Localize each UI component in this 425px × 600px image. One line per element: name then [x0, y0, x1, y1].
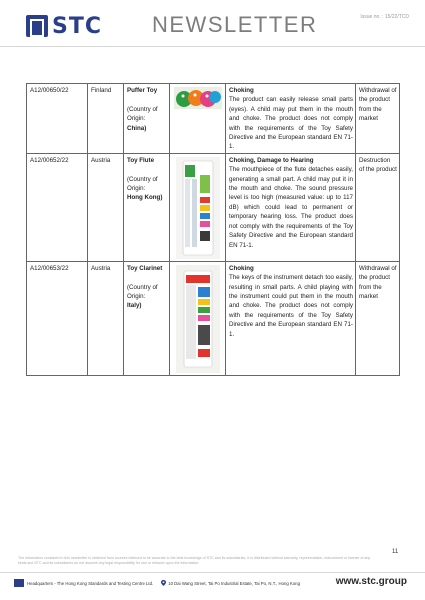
- product-name: Puffer Toy: [127, 87, 158, 94]
- location-pin-icon: [161, 580, 166, 586]
- stc-logo: [26, 14, 102, 38]
- headquarters-text: Headquarters - The Hong Kong Standards and Testing Centre Ltd.: [27, 580, 154, 586]
- toy-flute-image: [176, 157, 220, 259]
- description-cell: [226, 153, 356, 261]
- toy-clarinet-image: [176, 265, 220, 373]
- page-number: 11: [392, 549, 399, 555]
- product-name: Toy Clarinet: [127, 264, 163, 272]
- description-cell: [226, 84, 356, 154]
- stc-logo-mark-icon: [26, 15, 48, 37]
- origin-label: (Country of Origin:: [127, 283, 158, 301]
- risk-title: Choking: [229, 87, 254, 94]
- footer-divider: [0, 572, 425, 573]
- disclaimer-text: The information contained in this newsletter is obtained from sources believed to be accurate to the best knowledge of STC and its subsidiaries. It is distributed without warranty, representation, inducement or license of any kinds and STC and its subsidiaries do not assume any legal responsibility for use or reliance upon the information.: [18, 556, 371, 565]
- risk-title: Choking, Damage to Hearing: [229, 156, 314, 164]
- country-cell: Finland: [88, 84, 124, 154]
- address-text: 10 Dai Wang Street, Tai Po Industrial Estate, Tai Po, N.T., Hong Kong: [168, 580, 300, 586]
- table-row: [27, 261, 400, 375]
- image-cell: [170, 261, 226, 375]
- image-cell: [170, 153, 226, 261]
- product-cell: [124, 261, 170, 375]
- puffer-toy-image: [174, 87, 222, 109]
- product-cell: [124, 84, 170, 154]
- recall-table: [26, 83, 400, 376]
- product-name: Toy Flute: [127, 156, 155, 164]
- logo-text: STC: [52, 13, 102, 39]
- risk-title: Choking: [229, 264, 254, 272]
- page-footer: [14, 579, 300, 587]
- table-row: [27, 153, 400, 261]
- website-link[interactable]: www.stc.group: [335, 576, 407, 587]
- origin-value: Italy): [127, 302, 142, 310]
- reference-cell: A12/00653/22: [27, 261, 88, 375]
- origin-value: Hong Kong): [127, 194, 163, 202]
- risk-description: The product can easily release small parts (eyes). A child may put them in the mouth and choke. The product does not comply with the requirements of the Toy Safety Directive and the European standard EN 71-1.: [229, 96, 353, 151]
- measure-cell: Destruction of the product: [356, 153, 400, 261]
- risk-description: The keys of the instrument detach too easily, resulting in small parts. A child playing with the instrument could put them in the mouth and choke. The product does not comply with the requirements of the Toy Safety Directive and the European standard EN 71-1.: [229, 274, 353, 338]
- measure-cell: Withdrawal of the product from the market: [356, 84, 400, 154]
- reference-cell: A12/00650/22: [27, 84, 88, 154]
- risk-description: The mouthpiece of the flute detaches easily, generating a small part. A child may put it in the mouth and choke. The sound pressure level is too high (measured value: up to 117 dB) which could lead to permanent or temporary hearing loss. The product does not comply with the requirements of the Toy Safety Directive and the European standard EN 71-1.: [229, 166, 353, 249]
- measure-cell: Withdrawal of the product from the market: [356, 261, 400, 375]
- table-row: [27, 84, 400, 154]
- origin-label: (Country of Origin:: [127, 105, 158, 123]
- page-header: [0, 0, 425, 58]
- product-cell: [124, 153, 170, 261]
- description-cell: [226, 261, 356, 375]
- newsletter-title: NEWSLETTER: [152, 12, 318, 37]
- country-cell: Austria: [88, 261, 124, 375]
- origin-label: (Country of Origin:: [127, 175, 158, 193]
- stc-footer-logo-icon: [14, 579, 24, 587]
- origin-value: China): [127, 124, 147, 132]
- issue-number: Issue no. : 15/22/TCD: [360, 14, 409, 20]
- header-divider: [0, 46, 425, 47]
- country-cell: Austria: [88, 153, 124, 261]
- image-cell: [170, 84, 226, 154]
- reference-cell: A12/00652/22: [27, 153, 88, 261]
